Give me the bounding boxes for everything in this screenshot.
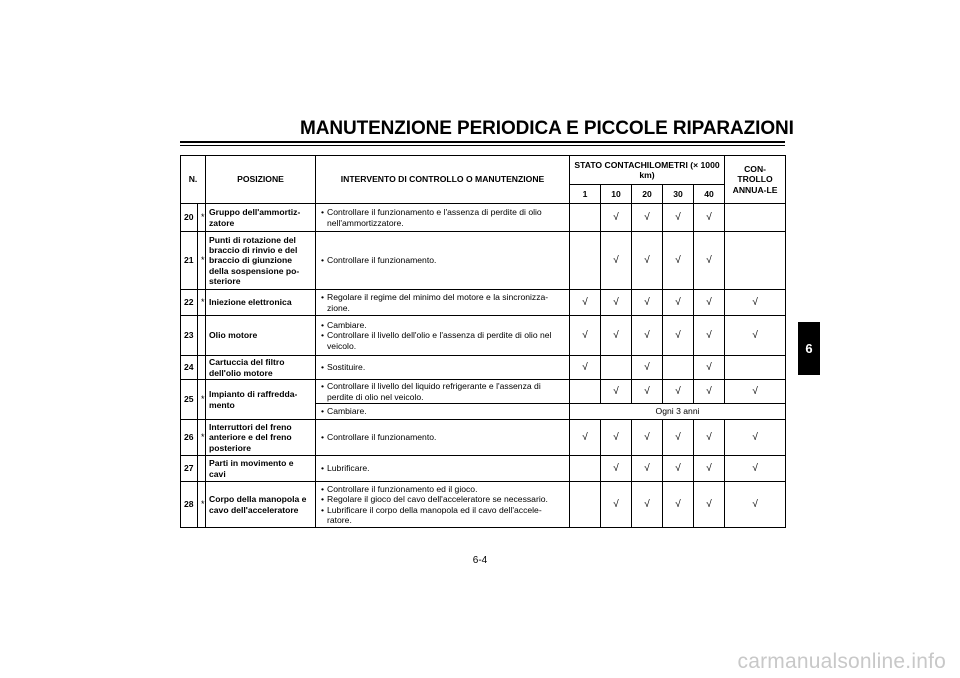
check-mark-icon: √: [675, 498, 681, 510]
intervention-item: • Regolare il regime del minimo del motore e la sincronizza-zione.: [319, 292, 566, 312]
km-check-cell: [663, 482, 694, 528]
header-odometer: STATO CONTACHILOMETRI (× 1000 km): [570, 156, 725, 185]
row-intervention: [316, 290, 570, 316]
check-mark-icon: √: [706, 361, 712, 373]
intervention-item: • Controllare il livello dell'olio e l'assenza di perdite di olio nel veicolo.: [319, 330, 566, 350]
row-intervention: [316, 204, 570, 232]
check-mark-icon: √: [613, 211, 619, 223]
check-mark-icon: √: [706, 385, 712, 397]
row-dealer-mark: [198, 356, 206, 380]
row-number: 25: [181, 380, 198, 420]
km-check-cell: [694, 482, 725, 528]
km-check-cell: [632, 482, 663, 528]
intervention-item: • Controllare il funzionamento e l'assenza di perdite di olio nell'ammortizzatore.: [319, 207, 566, 227]
annual-check-cell: [725, 356, 786, 380]
km-check-cell: [694, 356, 725, 380]
km-check-cell: [601, 356, 632, 380]
row-intervention: [316, 356, 570, 380]
km-check-cell: [632, 204, 663, 232]
check-mark-icon: √: [582, 431, 588, 443]
km-check-cell: [632, 420, 663, 456]
intervention-item: • Cambiare.: [319, 406, 566, 416]
table-row: [181, 482, 786, 528]
check-mark-icon: √: [675, 254, 681, 266]
check-mark-icon: √: [752, 462, 758, 474]
table-row: [181, 456, 786, 482]
row-number: 27: [181, 456, 198, 482]
row-position: Iniezione elettronica: [206, 290, 316, 316]
header-intervention: INTERVENTO DI CONTROLLO O MANUTENZIONE: [316, 156, 570, 204]
intervention-item: • Lubrificare.: [319, 463, 566, 473]
check-mark-icon: √: [644, 296, 650, 308]
check-mark-icon: √: [752, 385, 758, 397]
km-check-cell: [601, 482, 632, 528]
km-check-cell: [570, 316, 601, 356]
table-row: [181, 380, 786, 404]
intervention-list: [319, 255, 566, 265]
intervention-list: [319, 320, 566, 350]
check-mark-icon: √: [752, 329, 758, 341]
row-number: 20: [181, 204, 198, 232]
km-check-cell: [663, 356, 694, 380]
km-check-cell: [632, 456, 663, 482]
km-check-cell: [570, 456, 601, 482]
check-mark-icon: √: [613, 296, 619, 308]
check-mark-icon: √: [582, 296, 588, 308]
km-check-cell: [570, 204, 601, 232]
check-mark-icon: √: [644, 431, 650, 443]
table-row: [181, 204, 786, 232]
km-check-cell: [570, 356, 601, 380]
intervention-item: • Sostituire.: [319, 362, 566, 372]
chapter-tab: 6: [798, 322, 820, 375]
km-check-cell: [694, 290, 725, 316]
row-number: 26: [181, 420, 198, 456]
km-check-cell: [601, 290, 632, 316]
intervention-list: [319, 432, 566, 442]
km-check-cell: [663, 316, 694, 356]
annual-check-cell: [725, 482, 786, 528]
check-mark-icon: √: [706, 211, 712, 223]
row-dealer-mark: *: [198, 482, 206, 528]
annual-check-cell: [725, 456, 786, 482]
intervention-item: • Controllare il livello del liquido refrigerante e l'assenza di perdite di olio nel veicolo.: [319, 381, 566, 401]
check-mark-icon: √: [644, 254, 650, 266]
check-mark-icon: √: [582, 361, 588, 373]
annual-check-cell: [725, 316, 786, 356]
intervention-list: [319, 362, 566, 372]
title-rule-thin: [180, 145, 785, 146]
row-number: 21: [181, 232, 198, 290]
annual-check-cell: [725, 232, 786, 290]
row-number: 24: [181, 356, 198, 380]
intervention-item: • Controllare il funzionamento ed il gioco.: [319, 484, 566, 494]
check-mark-icon: √: [644, 211, 650, 223]
header-num: N.: [181, 156, 206, 204]
annual-check-cell: [725, 420, 786, 456]
row-position: Olio motore: [206, 316, 316, 356]
row-intervention: [316, 316, 570, 356]
row-intervention: [316, 456, 570, 482]
km-check-cell: [570, 232, 601, 290]
intervention-item: • Controllare il funzionamento.: [319, 432, 566, 442]
km-check-cell: [694, 420, 725, 456]
check-mark-icon: √: [675, 431, 681, 443]
check-mark-icon: √: [613, 385, 619, 397]
check-mark-icon: √: [675, 385, 681, 397]
km-check-cell: [632, 232, 663, 290]
header-km-10: 10: [601, 185, 632, 204]
row-dealer-mark: [198, 316, 206, 356]
annual-check-cell: [725, 380, 786, 404]
header-annual-check: CON-TROLLO ANNUA-LE: [725, 156, 786, 204]
interval-note: Ogni 3 anni: [570, 404, 786, 420]
watermark: carmanualsonline.info: [737, 650, 946, 673]
km-check-cell: [601, 232, 632, 290]
km-check-cell: [632, 290, 663, 316]
header-km-40: 40: [694, 185, 725, 204]
km-check-cell: [694, 456, 725, 482]
check-mark-icon: √: [752, 296, 758, 308]
row-dealer-mark: *: [198, 290, 206, 316]
intervention-item: • Lubrificare il corpo della manopola ed il cavo dell'accele-ratore.: [319, 505, 566, 525]
intervention-list: [319, 484, 566, 525]
km-check-cell: [663, 420, 694, 456]
page-number: 6-4: [472, 555, 488, 566]
km-check-cell: [632, 380, 663, 404]
km-check-cell: [663, 204, 694, 232]
intervention-item: • Regolare il gioco del cavo dell'acceleratore se necessario.: [319, 494, 566, 504]
check-mark-icon: √: [582, 329, 588, 341]
intervention-list: [319, 463, 566, 473]
km-check-cell: [663, 290, 694, 316]
check-mark-icon: √: [706, 431, 712, 443]
header-km-30: 30: [663, 185, 694, 204]
page-title: MANUTENZIONE PERIODICA E PICCOLE RIPARAZIONI: [300, 118, 794, 139]
km-check-cell: [601, 204, 632, 232]
km-check-cell: [601, 380, 632, 404]
check-mark-icon: √: [675, 296, 681, 308]
check-mark-icon: √: [644, 385, 650, 397]
km-check-cell: [570, 420, 601, 456]
km-check-cell: [663, 380, 694, 404]
km-check-cell: [632, 316, 663, 356]
km-check-cell: [663, 456, 694, 482]
maintenance-table: [180, 155, 786, 528]
check-mark-icon: √: [613, 498, 619, 510]
intervention-list: [319, 406, 566, 416]
row-intervention: [316, 380, 570, 404]
km-check-cell: [694, 380, 725, 404]
km-check-cell: [694, 232, 725, 290]
row-intervention: [316, 420, 570, 456]
check-mark-icon: √: [613, 431, 619, 443]
intervention-list: [319, 207, 566, 227]
row-dealer-mark: [198, 456, 206, 482]
km-check-cell: [632, 356, 663, 380]
header-position: POSIZIONE: [206, 156, 316, 204]
check-mark-icon: √: [644, 361, 650, 373]
row-number: 22: [181, 290, 198, 316]
check-mark-icon: √: [644, 329, 650, 341]
row-intervention: [316, 232, 570, 290]
km-check-cell: [694, 316, 725, 356]
check-mark-icon: √: [644, 498, 650, 510]
intervention-item: • Cambiare.: [319, 320, 566, 330]
row-dealer-mark: *: [198, 204, 206, 232]
check-mark-icon: √: [706, 254, 712, 266]
row-intervention: [316, 482, 570, 528]
table-row: [181, 232, 786, 290]
check-mark-icon: √: [644, 462, 650, 474]
row-number: 28: [181, 482, 198, 528]
row-position: Interruttori del freno anteriore e del freno posteriore: [206, 420, 316, 456]
row-position: Corpo della manopola e cavo dell'acceleratore: [206, 482, 316, 528]
check-mark-icon: √: [706, 498, 712, 510]
maintenance-table-body: [181, 204, 786, 528]
check-mark-icon: √: [706, 329, 712, 341]
intervention-item: • Controllare il funzionamento.: [319, 255, 566, 265]
row-position: Gruppo dell'ammortiz-zatore: [206, 204, 316, 232]
check-mark-icon: √: [613, 462, 619, 474]
intervention-list: [319, 292, 566, 312]
title-rule-thick: [180, 141, 785, 143]
intervention-list: [319, 381, 566, 401]
row-position: Parti in movimento e cavi: [206, 456, 316, 482]
row-position: Punti di rotazione del braccio di rinvio e del braccio di giunzione della sospensione po-steriore: [206, 232, 316, 290]
check-mark-icon: √: [613, 329, 619, 341]
check-mark-icon: √: [752, 431, 758, 443]
km-check-cell: [694, 204, 725, 232]
km-check-cell: [570, 482, 601, 528]
table-row: [181, 316, 786, 356]
km-check-cell: [663, 232, 694, 290]
row-dealer-mark: *: [198, 380, 206, 420]
annual-check-cell: [725, 204, 786, 232]
annual-check-cell: [725, 290, 786, 316]
check-mark-icon: √: [675, 329, 681, 341]
row-dealer-mark: *: [198, 420, 206, 456]
check-mark-icon: √: [675, 211, 681, 223]
km-check-cell: [570, 380, 601, 404]
km-check-cell: [601, 316, 632, 356]
row-number: 23: [181, 316, 198, 356]
table-row: [181, 420, 786, 456]
check-mark-icon: √: [613, 254, 619, 266]
row-position: Impianto di raffredda-mento: [206, 380, 316, 420]
km-check-cell: [601, 420, 632, 456]
row-dealer-mark: *: [198, 232, 206, 290]
km-check-cell: [601, 456, 632, 482]
table-row: [181, 356, 786, 380]
km-check-cell: [570, 290, 601, 316]
header-km-20: 20: [632, 185, 663, 204]
row-position: Cartuccia del filtro dell'olio motore: [206, 356, 316, 380]
check-mark-icon: √: [706, 462, 712, 474]
check-mark-icon: √: [706, 296, 712, 308]
check-mark-icon: √: [675, 462, 681, 474]
table-row: [181, 290, 786, 316]
row-intervention: [316, 404, 570, 420]
header-km-1: 1: [570, 185, 601, 204]
check-mark-icon: √: [752, 498, 758, 510]
